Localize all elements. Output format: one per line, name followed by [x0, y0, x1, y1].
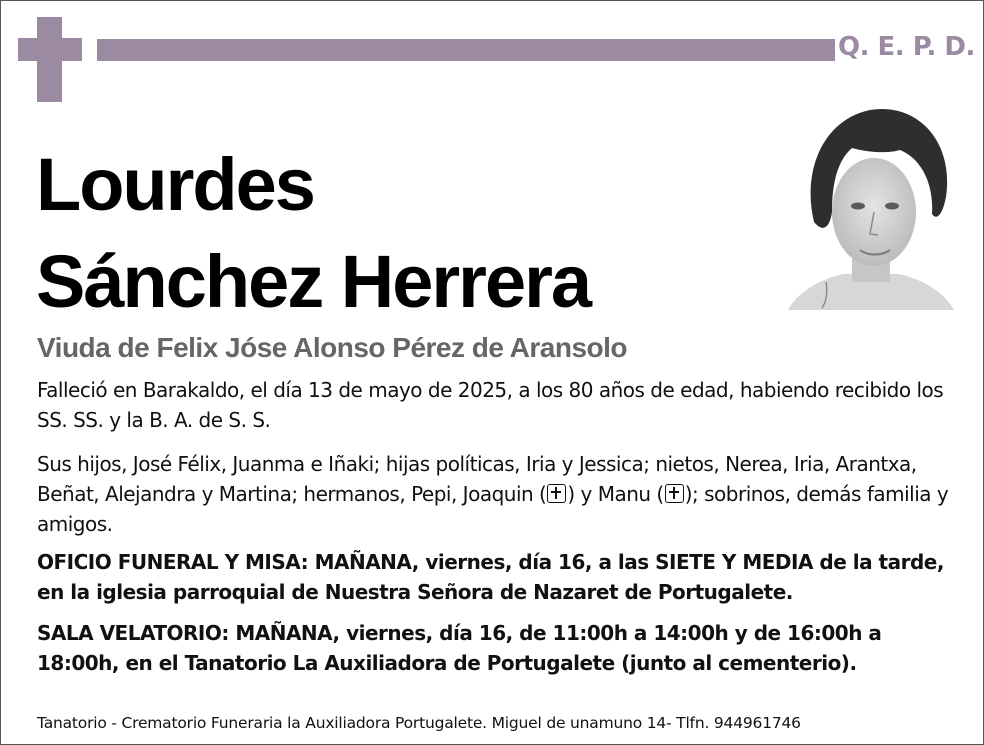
family-text-part-3: ); sobrinos, demás familia y amigos. [37, 482, 949, 536]
surnames: Sánchez Herrera [36, 240, 591, 323]
family-text-part-2: ) y Manu ( [567, 482, 664, 506]
wake-room-text: SALA VELATORIO: MAÑANA, viernes, día 16, de 11:00h a 14:00h y de 16:00h a 18:00h, en el Tanatorio La Auxiliadora de Portugalete (junto al cementerio). [37, 621, 882, 675]
family-text [37, 449, 957, 539]
family-text-part-1: Sus hijos, José Félix, Juanma e Iñaki; hijas políticas, Iria y Jessica; nietos, Nerea, Iria, Arantxa, Beñat, Alejandra y Martina; hermanos, Pepi, Joaquin ( [37, 452, 917, 506]
first-name: Lourdes [36, 143, 314, 226]
header-bar [97, 39, 835, 61]
death-notice-text: Falleció en Barakaldo, el día 13 de mayo de 2025, a los 80 años de edad, habiendo recibido los SS. SS. y la B. A. de S. S. [37, 378, 944, 432]
funeral-service-text: OFICIO FUNERAL Y MISA: MAÑANA, viernes, día 16, a las SIETE Y MEDIA de la tarde, en la iglesia parroquial de Nuestra Señora de Nazaret de Portugalete. [37, 550, 944, 604]
boxed-cross-icon [547, 484, 566, 503]
qepd-label: Q. E. P. D. [838, 32, 975, 62]
footer-contact: Tanatorio - Crematorio Funeraria la Auxiliadora Portugalete. Miguel de unamuno 14- Tlfn. 944961746 [37, 714, 801, 732]
portrait-photo [788, 102, 954, 310]
boxed-cross-icon [665, 484, 684, 503]
deceased-name [36, 136, 590, 330]
widow-of-line: Viuda de Felix Jóse Alonso Pérez de Aransolo [37, 332, 628, 363]
